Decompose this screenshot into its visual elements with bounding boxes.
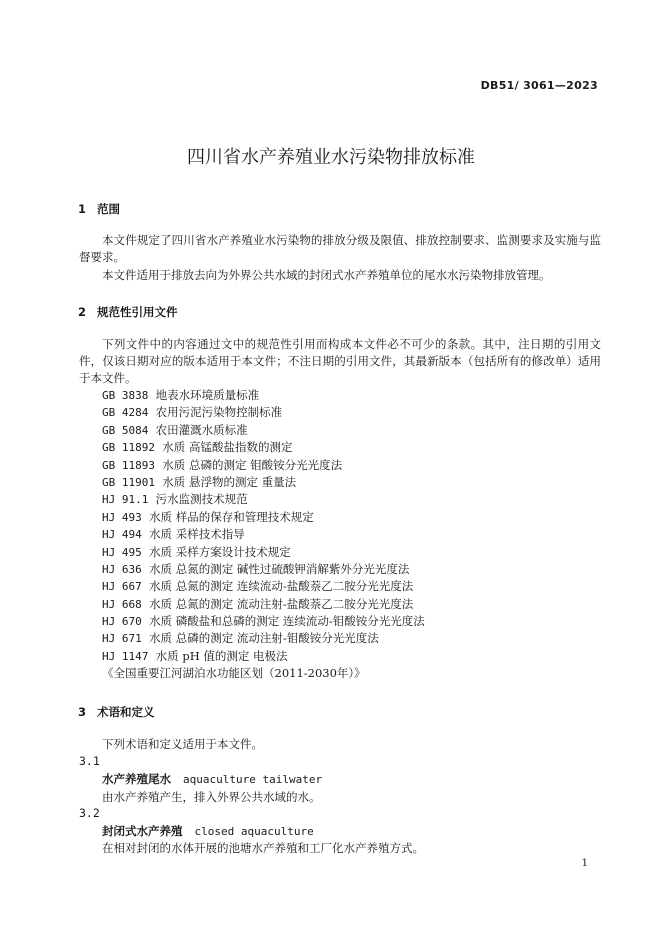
reference-name: 水质 采样技术指导 [149,527,245,542]
reference-item [102,491,425,508]
reference-item [102,665,425,682]
reference-name: 农田灌溉水质标准 [155,422,248,437]
standard-code: DB51/ 3061—2023 [480,79,598,92]
reference-code: HJ 667 [102,580,142,594]
reference-item [102,561,425,578]
section-number: 2 [78,305,87,319]
reference-code: HJ 1147 [102,649,149,663]
reference-code: HJ 668 [102,597,142,611]
reference-name: 水质 磷酸盐和总磷的测定 连续流动-钼酸铵分光光度法 [149,614,425,629]
reference-item [102,474,425,491]
reference-code: HJ 91.1 [102,493,149,507]
term-name [102,823,314,839]
section-2-heading [78,304,178,320]
reference-code: HJ 671 [102,632,142,646]
page-number: 1 [581,858,588,869]
reference-name: 农用污泥污染物控制标准 [155,405,283,420]
reference-name: 水质 悬浮物的测定 重量法 [162,474,297,489]
term-name-zh: 水产养殖尾水 [102,772,171,786]
reference-name: 污水监测技术规范 [155,492,248,507]
section-number: 1 [78,202,87,216]
section-title: 规范性引用文件 [97,305,178,319]
reference-name: 《全国重要江河湖泊水功能区划（2011-2030年）》 [102,666,366,681]
reference-name: 地表水环境质量标准 [155,388,260,402]
term-name-en: closed aquaculture [194,825,314,838]
reference-item [102,544,425,561]
term-number: 3.2 [79,806,100,820]
reference-code: GB 5084 [102,423,149,437]
term-definition: 在相对封闭的水体开展的池塘水产养殖和工厂化水产养殖方式。 [102,841,424,855]
section-1-heading [78,201,120,217]
reference-item [102,422,425,439]
reference-item [102,648,425,665]
reference-name: 水质 总氮的测定 流动注射-盐酸萘乙二胺分光光度法 [149,596,414,611]
reference-code: GB 4284 [102,406,149,420]
reference-item [102,457,425,474]
references-intro: 下列文件中的内容通过文中的规范性引用而构成本文件必不可少的条款。其中，注日期的引用文件，仅该日期对应的版本适用于本文件；不注日期的引用文件，其最新版本（包括所有的修改单）适用于本文件。 [79,337,601,385]
reference-item [102,509,425,526]
reference-item [102,404,425,421]
reference-code: HJ 495 [102,545,142,559]
term-name-zh: 封闭式水产养殖 [102,824,183,838]
reference-name: 水质 高锰酸盐指数的测定 [162,440,293,455]
reference-name: 水质 总磷的测定 钼酸铵分光光度法 [162,457,343,472]
reference-name: 水质 总磷的测定 流动注射-钼酸铵分光光度法 [149,631,379,646]
reference-item [102,613,425,630]
reference-code: HJ 494 [102,528,142,542]
reference-item [102,526,425,543]
section-number: 3 [78,705,87,719]
reference-list [102,387,425,683]
reference-item [102,630,425,647]
term-name-en: aquaculture tailwater [183,773,323,786]
reference-name: 水质 采样方案设计技术规定 [149,544,291,559]
reference-code: GB 11892 [102,441,155,455]
term-number: 3.1 [79,754,100,768]
reference-item [102,578,425,595]
reference-name: 水质 总氮的测定 碱性过硫酸钾消解紫外分光光度法 [149,561,410,576]
document-title: 四川省水产养殖业水污染物排放标准 [187,147,475,168]
reference-code: GB 11901 [102,475,155,489]
scope-paragraph-2: 本文件适用于排放去向为外界公共水域的封闭式水产养殖单位的尾水水污染物排放管理。 [102,268,551,282]
section-title: 术语和定义 [97,705,155,719]
reference-name: 水质 pH 值的测定 电极法 [155,648,288,663]
term-definition: 由水产养殖产生，排入外界公共水域的水。 [102,790,321,804]
term-name [102,771,322,787]
reference-item [102,439,425,456]
reference-name: 水质 样品的保存和管理技术规定 [149,509,314,524]
reference-code: GB 3838 [102,389,149,402]
reference-code: HJ 636 [102,562,142,576]
scope-paragraph-1: 本文件规定了四川省水产养殖业水污染物的排放分级及限值、排放控制要求、监测要求及实施与监督要求。 [79,233,601,264]
reference-code: GB 11893 [102,458,155,472]
terms-intro: 下列术语和定义适用于本文件。 [102,737,263,751]
reference-name: 水质 总氮的测定 连续流动-盐酸萘乙二胺分光光度法 [149,579,414,594]
section-title: 范围 [97,202,120,216]
reference-item [102,596,425,613]
section-3-heading [78,704,155,720]
reference-code: HJ 670 [102,615,142,629]
reference-code: HJ 493 [102,510,142,524]
reference-item [102,387,425,404]
